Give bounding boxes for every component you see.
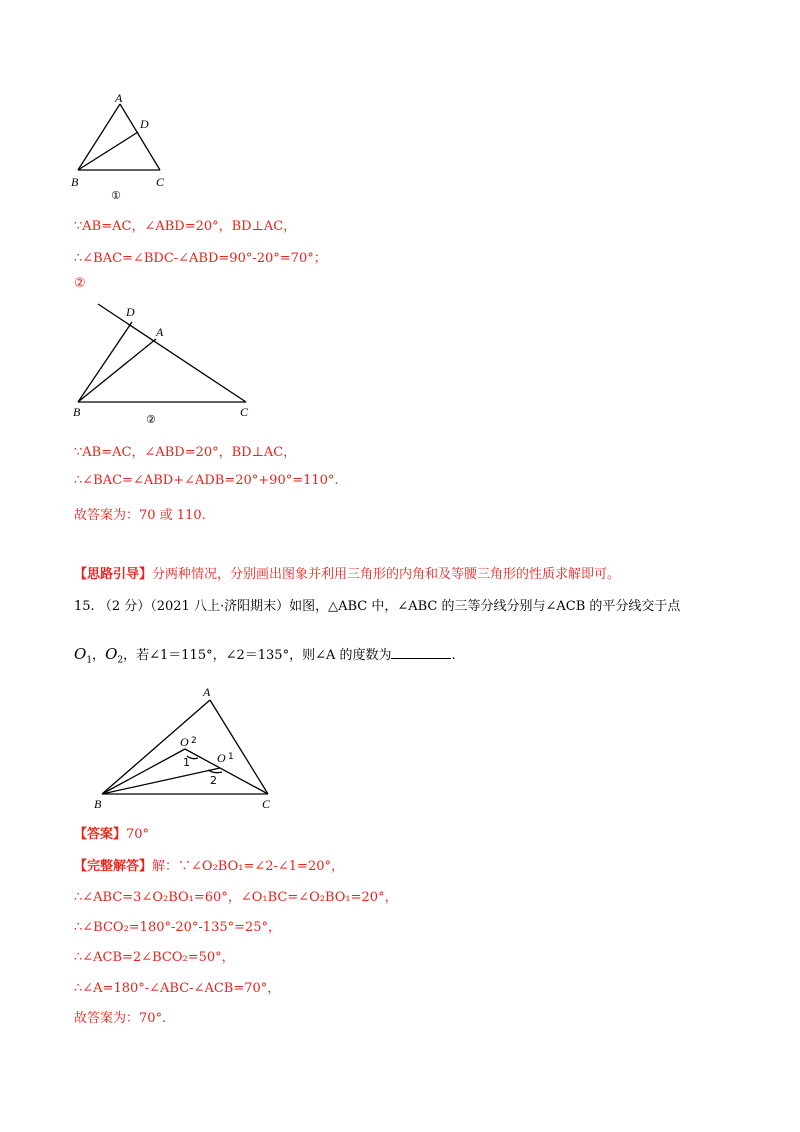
segment-ac (210, 700, 268, 794)
segment-bo1 (102, 768, 220, 794)
hint-text: 分两种情况，分别画出图象并利用三角形的内角和及等腰三角形的性质求解即可。 (152, 567, 621, 582)
point-o1: O (74, 645, 87, 663)
fig3-label-o1: O (217, 751, 226, 765)
fig2-line-2: ∴∠BAC=∠ABD+∠ADB=20°+90°=110°. (74, 473, 339, 488)
segment-dc-extended (98, 304, 246, 402)
question-meta: （2 分）（2021 八上·济阳期末）如图，△ABC 中，∠ABC 的三等分线分别与∠ACB 的平分线交于点 (98, 599, 681, 614)
solution-line-4: ∴∠A=180°-∠ABC-∠ACB=70°， (74, 981, 281, 996)
fig3-label-a: A (203, 685, 211, 699)
solution-first: 解：∵∠O₂BO₁=∠2-∠1=20°， (152, 859, 344, 874)
fig3-label-o1-num: 1 (228, 752, 234, 762)
question-rest: ，若∠1＝115°，∠2＝135°，则∠A 的度数为 (123, 648, 392, 663)
fig1-line-1: ∵AB=AC，∠ABD=20°，BD⊥AC， (74, 219, 297, 234)
fig1-caption: ① (111, 189, 121, 202)
fig1-label-c: C (156, 175, 165, 189)
segment-ba (78, 339, 156, 402)
fig3-angle-2: 2 (210, 774, 217, 787)
separator: ， (92, 648, 106, 663)
figure-3 (90, 684, 290, 814)
fig1-label-b: B (71, 175, 79, 189)
fig2-line-1: ∵AB=AC，∠ABD=20°，BD⊥AC， (74, 445, 297, 460)
fig3-label-o2-num: 2 (191, 736, 197, 746)
answer-value: 70° (126, 827, 150, 842)
point-o2: O (105, 645, 118, 663)
fig2-label-d: D (126, 305, 135, 319)
figure-1 (68, 92, 188, 202)
solution-line-3: ∴∠ACB=2∠BCO₂=50°， (74, 950, 235, 965)
answer-tag: 【答案】 (74, 827, 127, 842)
question-15-line-1 (74, 595, 680, 614)
question-number: 15. (74, 599, 95, 614)
case-2-marker: ② (74, 276, 86, 291)
fig3-label-b: B (94, 797, 102, 811)
segment-bd (78, 132, 138, 170)
fig1-label-a: A (115, 91, 123, 105)
point-o2-sub: 2 (117, 655, 124, 666)
fig3-label-c: C (262, 797, 271, 811)
question-end: . (451, 648, 456, 663)
solution-tag: 【完整解答】 (74, 859, 153, 874)
fig2-caption: ② (146, 413, 156, 426)
answer-row (74, 823, 149, 842)
answer-line: 故答案为：70 或 110. (74, 508, 206, 523)
segment-bo2 (102, 749, 185, 794)
fig2-label-c: C (240, 405, 249, 419)
fig3-angle-1: 1 (183, 756, 190, 769)
solution-line-5: 故答案为：70°. (74, 1011, 167, 1026)
figure-2 (70, 298, 270, 428)
point-o1-sub: 1 (86, 655, 93, 666)
fig2-label-b: B (73, 405, 81, 419)
segment-co2 (185, 749, 268, 794)
answer-blank (391, 646, 451, 659)
solution-line-1: ∴∠ABC=3∠O₂BO₁=60°，∠O₁BC=∠O₂BO₁=20°， (74, 890, 398, 905)
segment-bd (78, 322, 132, 402)
question-15-line-2 (74, 644, 456, 666)
fig1-line-2: ∴∠BAC=∠BDC-∠ABD=90°-20°=70°； (74, 251, 327, 266)
hint-tag: 【思路引导】 (74, 567, 153, 582)
solution-line-2: ∴∠BCO₂=180°-20°-135°=25°， (74, 920, 282, 935)
fig2-label-a: A (156, 325, 164, 339)
segment-ac (120, 104, 160, 170)
fig3-label-o2: O (180, 735, 189, 749)
solution-row (74, 855, 344, 874)
fig1-label-d: D (140, 117, 149, 131)
hint-line (74, 563, 620, 582)
segment-ab (102, 700, 210, 794)
segment-ab (78, 104, 120, 170)
